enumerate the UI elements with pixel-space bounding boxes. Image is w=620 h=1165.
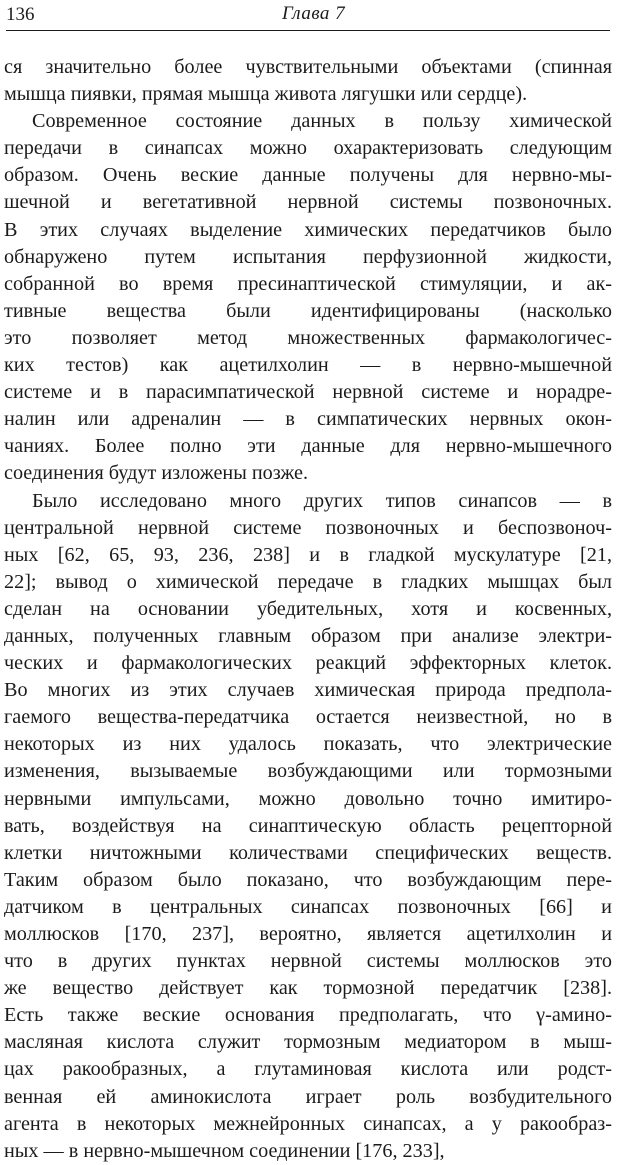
text-line: шечной и вегетативной нервной системы позвоночных. bbox=[4, 191, 612, 214]
text-line: Есть также веские основания предполагать, что γ-амино- bbox=[4, 1004, 612, 1027]
header-rule bbox=[6, 30, 610, 31]
text-line: центральной нервной системе позвоночных и беспозвоноч- bbox=[4, 516, 612, 539]
text-line: венная ей аминокислота играет роль возбудительного bbox=[4, 1085, 612, 1108]
text-line: это позволяет метод множественных фармакологичес- bbox=[4, 326, 612, 349]
text-line: же вещество действует как тормозной передатчик [238]. bbox=[4, 977, 612, 1000]
running-head bbox=[6, 0, 610, 36]
text-line: некоторых из них удалось показать, что электрические bbox=[4, 733, 612, 756]
text-line: данных, полученных главным образом при анализе электри- bbox=[4, 624, 612, 647]
text-line: что в других пунктах нервной системы моллюсков это bbox=[4, 950, 612, 973]
text-line: 22]; вывод о химической передаче в гладких мышцах был bbox=[4, 570, 612, 593]
text-line: изменения, вызываемые возбуждающими или тормозными bbox=[4, 760, 612, 783]
text-line: Таким образом было показано, что возбуждающим пере- bbox=[4, 868, 612, 891]
text-line: системе и в парасимпатической нервной системе и норадре- bbox=[4, 381, 612, 404]
text-line: чаниях. Более полно эти данные для нервно-мышечного bbox=[4, 435, 612, 458]
body-text bbox=[4, 54, 612, 1165]
text-line: ческих и фармакологических реакций эффекторных клеток. bbox=[4, 652, 612, 675]
text-line: образом. Очень веские данные получены для нервно-мы- bbox=[4, 164, 612, 187]
text-line: цах ракообразных, а глутаминовая кислота или родст- bbox=[4, 1058, 612, 1081]
page-number: 136 bbox=[6, 4, 35, 25]
text-line: мышца пиявки, прямая мышца живота лягушки или сердце). bbox=[4, 83, 528, 106]
text-line: ких тестов) как ацетилхолин — в нервно-мышечной bbox=[4, 354, 612, 377]
text-line: обнаружено путем испытания перфузионной жидкости, bbox=[4, 245, 612, 268]
text-line: нервными импульсами, можно довольно точно имитиро- bbox=[4, 787, 612, 810]
text-line: клетки ничтожными количествами специфических веществ. bbox=[4, 841, 612, 864]
text-line: Было исследовано много других типов синапсов — в bbox=[32, 489, 612, 512]
text-line: Современное состояние данных в пользу химической bbox=[32, 110, 612, 133]
text-line: датчиком в центральных синапсах позвоночных [66] и bbox=[4, 895, 612, 918]
text-line: гаемого вещества-передатчика остается неизвестной, но в bbox=[4, 706, 612, 729]
text-line: ных [62, 65, 93, 236, 238] и в гладкой мускулатуре [21, bbox=[4, 543, 612, 566]
chapter-title: Глава 7 bbox=[282, 3, 346, 24]
text-line: моллюсков [170, 237], вероятно, является ацетилхолин и bbox=[4, 923, 612, 945]
text-line: Во многих из этих случаев химическая природа предпола- bbox=[4, 679, 612, 702]
text-line: масляная кислота служит тормозным медиатором в мыш- bbox=[4, 1031, 612, 1054]
text-line: налин или адреналин — в симпатических нервных окон- bbox=[4, 408, 612, 431]
text-line: вать, воздействуя на синаптическую область рецепторной bbox=[4, 814, 612, 837]
text-line: передачи в синапсах можно охарактеризовать следующим bbox=[4, 137, 612, 160]
text-line: агента в некоторых межнейронных синапсах, а у ракообраз- bbox=[4, 1112, 612, 1135]
text-line: ных — в нервно-мышечном соединении [176, 233], bbox=[4, 1139, 445, 1162]
text-line: тивные вещества были идентифицированы (насколько bbox=[4, 299, 612, 322]
text-line: сделан на основании убедительных, хотя и косвенных, bbox=[4, 597, 612, 620]
text-line: В этих случаях выделение химических передатчиков было bbox=[4, 218, 612, 241]
text-line: собранной во время пресинаптической стимуляции, и ак- bbox=[4, 272, 612, 295]
text-line: ся значительно более чувствительными объектами (спинная bbox=[4, 56, 612, 78]
text-line: соединения будут изложены позже. bbox=[4, 462, 309, 485]
